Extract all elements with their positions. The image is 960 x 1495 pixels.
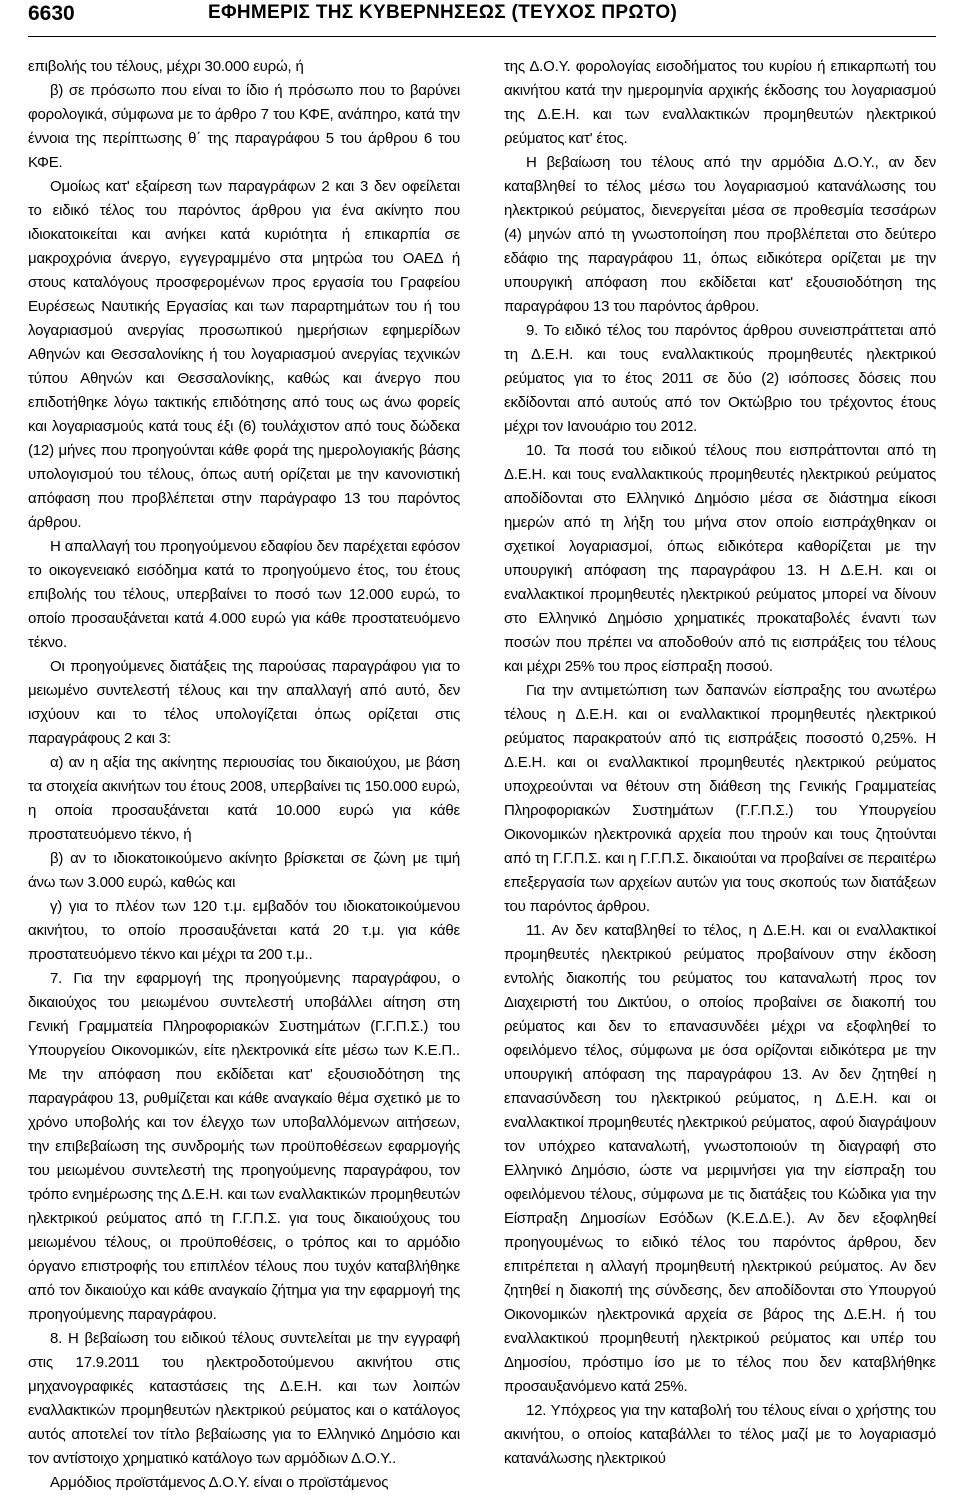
right-column xyxy=(504,55,936,1495)
paragraph: Για την αντιμετώπιση των δαπανών είσπραξης του ανωτέρω τέλους η Δ.Ε.Η. και οι εναλλακτικοί προμηθευτές ηλεκτρικού ρεύματος παρακρατούν από τις εισπράξεις ποσοστό 0,25%. Η Δ.Ε.Η. και οι εναλλακτικοί προμηθευτές ηλεκτρικού ρεύματος υποχρεούνται να θέτουν στη διάθεση της Γενικής Γραμματείας Πληροφοριακών Συστημάτων (Γ.Γ.Π.Σ.) του Υπουργείου Οικονομικών ηλεκτρονικά αρχεία που τηρούν και τους ζητούνται από τη Γ.Γ.Π.Σ. και η Γ.Γ.Π.Σ. δικαιούται να προβαίνει σε περαιτέρω επεξεργασία των αρχείων αυτών για τους σκοπούς των διατάξεων του παρόντος άρθρου. xyxy=(504,682,936,915)
paragraph: β) αν το ιδιοκατοικούμενο ακίνητο βρίσκεται σε ζώνη με τιμή άνω των 3.000 ευρώ, καθώς και xyxy=(28,850,460,891)
paragraph: της Δ.Ο.Υ. φορολογίας εισοδήματος του κυρίου ή επικαρπωτή του ακινήτου κατά την ημερομηνία αρχικής έκδοσης του λογαριασμού της Δ.Ε.Η. και των εναλλακτικών προμηθευτών ηλεκτρικού ρεύματος κατ' έτος. xyxy=(504,58,936,147)
paragraph: 10. Τα ποσά του ειδικού τέλους που εισπράττονται από τη Δ.Ε.Η. και τους εναλλακτικούς προμηθευτές ηλεκτρικού ρεύματος αποδίδονται στο Ελληνικό Δημόσιο μέσα σε διάστημα είκοσι ημερών από τη λήξη του μήνα στον οποίο εισπράχθηκαν οι σχετικοί λογαριασμοί, όπως ειδικότερα καθορίζεται με την υπουργική απόφαση της παραγράφου 13. Η Δ.Ε.Η. και οι εναλλακτικοί προμηθευτές ηλεκτρικού ρεύματος μπορεί να δίνουν στο Ελληνικό Δημόσιο χρηματικές προκαταβολές έναντι των ποσών που πρέπει να αποδοθούν από τις εισπράξεις του τέλους και μέχρι 25% του προς είσπραξη ποσού. xyxy=(504,442,936,675)
paragraph: Η βεβαίωση του τέλους από την αρμόδια Δ.Ο.Υ., αν δεν καταβληθεί το τέλος μέσω του λογαριασμού κατανάλωσης του ηλεκτρικού ρεύματος, διενεργείται μέσα σε προθεσμία τεσσάρων (4) μηνών από τη γνωστοποίηση που προβλέπεται στο δεύτερο εδάφιο της παραγράφου 11, όπως ειδικότερα ορίζεται με την υπουργική απόφαση που εκδίδεται κατ' εξουσιοδότηση της παραγράφου 13 του παρόντος άρθρου. xyxy=(504,154,936,315)
text-columns xyxy=(28,55,936,1495)
paragraph: α) αν η αξία της ακίνητης περιουσίας του δικαιούχου, με βάση τα στοιχεία ακινήτων του έτους 2008, υπερβαίνει τις 150.000 ευρώ, η οποία προσαυξάνεται κατά 10.000 ευρώ για κάθε προστατευόμενο τέκνο, ή xyxy=(28,754,460,843)
paragraph: 8. Η βεβαίωση του ειδικού τέλους συντελείται με την εγγραφή στις 17.9.2011 του ηλεκτροδοτούμενου ακινήτου στις μηχανογραφικές καταστάσεις της Δ.Ε.Η. και των λοιπών εναλλακτικών προμηθευτών ηλεκτρικού ρεύματος και ο κατάλογος αυτός αποτελεί τον τίτλο βεβαίωσης για το Ελληνικό Δημόσιο και τον αντίστοιχο χρηματικό κατάλογο των αρμόδιων Δ.Ο.Υ.. xyxy=(28,1330,460,1467)
paragraph: Η απαλλαγή του προηγούμενου εδαφίου δεν παρέχεται εφόσον το οικογενειακό εισόδημα κατά το προηγούμενο έτος, του έτους επιβολής του τέλους, υπερβαίνει το ποσό των 12.000 ευρώ, το οποίο προσαυξάνεται κατά 4.000 ευρώ για κάθε προστατευόμενο τέκνο. xyxy=(28,538,460,651)
left-column xyxy=(28,55,460,1495)
paragraph: Οι προηγούμενες διατάξεις της παρούσας παραγράφου για το μειωμένο συντελεστή τέλους και την απαλλαγή από αυτό, δεν ισχύουν και το τέλος υπολογίζεται όπως ορίζεται στις παραγράφους 2 και 3: xyxy=(28,658,460,747)
page-number: 6630 xyxy=(28,2,75,25)
paragraph: 11. Αν δεν καταβληθεί το τέλος, η Δ.Ε.Η. και οι εναλλακτικοί προμηθευτές ηλεκτρικού ρεύματος προβαίνουν στην έκδοση εντολής διακοπής του ρεύματος του καταναλωτή προς τον Διαχειριστή του Δικτύου, ο οποίος προβαίνει σε διακοπή του ρεύματος και δεν το επανασυνδέει μέχρι να εξοφληθεί το οφειλόμενο τέλος, σύμφωνα με όσα ορίζονται ειδικότερα με την υπουργική απόφαση της παραγράφου 13. Αν δεν ζητηθεί η επανασύνδεση του ηλεκτρικού ρεύματος, η Δ.Ε.Η. και οι εναλλακτικοί προμηθευτές ηλεκτρικού ρεύματος, αφού διαγράψουν τον υπόχρεο καταναλωτή, γνωστοποιούν τη διαγραφή στο Ελληνικό Δημόσιο, ώστε να μεριμνήσει για την είσπραξη του οφειλόμενου τέλους, σύμφωνα με τις διατάξεις του Κώδικα για την Είσπραξη Δημοσίων Εσόδων (Κ.Ε.Δ.Ε.). Αν δεν εξοφληθεί προηγουμένως το ειδικό τέλος του παρόντος άρθρου, δεν επιτρέπεται η αλλαγή προμηθευτή ηλεκτρικού ρεύματος. Αν δεν ζητηθεί η διακοπή της σύνδεσης, δεν αποδίδονται στο Υπουργού Οικονομικών ηλεκτρονικά αρχεία σε βάρος της Δ.Ε.Η. ή του εναλλακτικού προμηθευτή ηλεκτρικού ρεύματος και υπέρ του Δημοσίου, πρόστιμο ίσο με το τέλος που δεν καταβλήθηκε προσαυξανόμενο κατά 25%. xyxy=(504,922,936,1395)
paragraph: 9. Το ειδικό τέλος του παρόντος άρθρου συνεισπράττεται από τη Δ.Ε.Η. και τους εναλλακτικούς προμηθευτές ηλεκτρικού ρεύματος για το έτος 2011 σε δύο (2) ισόποσες δόσεις που εκδίδονται από αυτούς από τον Οκτώβριο του τρέχοντος έτους μέχρι τον Ιανουάριο του 2012. xyxy=(504,322,936,435)
paragraph: επιβολής του τέλους, μέχρι 30.000 ευρώ, ή xyxy=(28,58,304,75)
paragraph: γ) για το πλέον των 120 τ.μ. εμβαδόν του ιδιοκατοικούμενου ακινήτου, το οποίο προσαυξάνεται κατά 20 τ.μ. για κάθε προστατευόμενο τέκνο και μέχρι τα 200 τ.μ.. xyxy=(28,898,460,963)
paragraph: β) σε πρόσωπο που είναι το ίδιο ή πρόσωπο που το βαρύνει φορολογικά, σύμφωνα με το άρθρο 7 του ΚΦΕ, ανάπηρο, κατά την έννοια της περίπτωσης θ΄ της παραγράφου 5 του άρθρου 6 του ΚΦΕ. xyxy=(28,82,460,171)
paragraph: 12. Υπόχρεος για την καταβολή του τέλους είναι ο χρήστης του ακινήτου, ο οποίος καταβάλλει το τέλος μαζί με το λογαριασμό κατανάλωσης ηλεκτρικού xyxy=(504,1402,936,1467)
paragraph: Ομοίως κατ' εξαίρεση των παραγράφων 2 και 3 δεν οφείλεται το ειδικό τέλος του παρόντος άρθρου για ένα ακίνητο που ιδιοκατοικείται και ανήκει κατά κυριότητα ή επικαρπία σε μακροχρόνια άνεργο, εγγεγραμμένο στα μητρώα του ΟΑΕΔ ή στους καταλόγους προσφερομένων προς εργασία του Γραφείου Ευρέσεως Ναυτικής Εργασίας και των παραρτημάτων του ή του λογαριασμού ανεργίας προσωπικού ημερήσιων εφημερίδων Αθηνών και Θεσσαλονίκης ή του λογαριασμού ανεργίας τεχνικών τύπου Αθηνών και Θεσσαλονίκης, καθώς και άνεργο που επιδοτήθηκε λόγω τακτικής επιδότησης από τους ως άνω φορείς και λογαριασμούς κατά τους έξι (6) τουλάχιστον από τους δώδεκα (12) μήνες που προηγούνται κάθε φορά της ημερολογιακής βάσης υπολογισμού του τέλους, όπως αυτή ορίζεται με την κανονιστική απόφαση που προβλέπεται στην παράγραφο 13 του παρόντος άρθρου. xyxy=(28,178,460,531)
page-header xyxy=(28,0,936,37)
gazette-title: ΕΦΗΜΕΡΙΣ ΤΗΣ ΚΥΒΕΡΝΗΣΕΩΣ (ΤΕΥΧΟΣ ΠΡΩΤΟ) xyxy=(208,2,678,23)
paragraph: 7. Για την εφαρμογή της προηγούμενης παραγράφου, ο δικαιούχος του μειωμένου συντελεστή υποβάλλει αίτηση στη Γενική Γραμματεία Πληροφοριακών Συστημάτων (Γ.Γ.Π.Σ.) του Υπουργείου Οικονομικών, είτε ηλεκτρονικά είτε μέσω των Κ.Ε.Π.. Με την απόφαση που εκδίδεται κατ' εξουσιοδότηση της παραγράφου 13, ρυθμίζεται και κάθε αναγκαίο θέμα σχετικό με το χρόνο υποβολής και τον έλεγχο των υποβαλλόμενων αιτήσεων, την επιβεβαίωση της συνδρομής των προϋποθέσεων εφαρμογής του μειωμένου συντελεστή της προηγούμενης παραγράφου, τον τρόπο ενημέρωσης της Δ.Ε.Η. και των εναλλακτικών προμηθευτών ηλεκτρικού ρεύματος από τη Γ.Γ.Π.Σ. για τους δικαιούχους του μειωμένου τέλους, οι προϋποθέσεις, ο τρόπος και το αρμόδιο όργανο επιστροφής του επιπλέον τέλους που τυχόν καταβλήθηκε από τον δικαιούχο και κάθε αναγκαίο ζήτημα για την εφαρμογή της προηγούμενης παραγράφου. xyxy=(28,970,460,1323)
paragraph: Αρμόδιος προϊστάμενος Δ.Ο.Υ. είναι ο προϊστάμενος xyxy=(50,1474,389,1491)
